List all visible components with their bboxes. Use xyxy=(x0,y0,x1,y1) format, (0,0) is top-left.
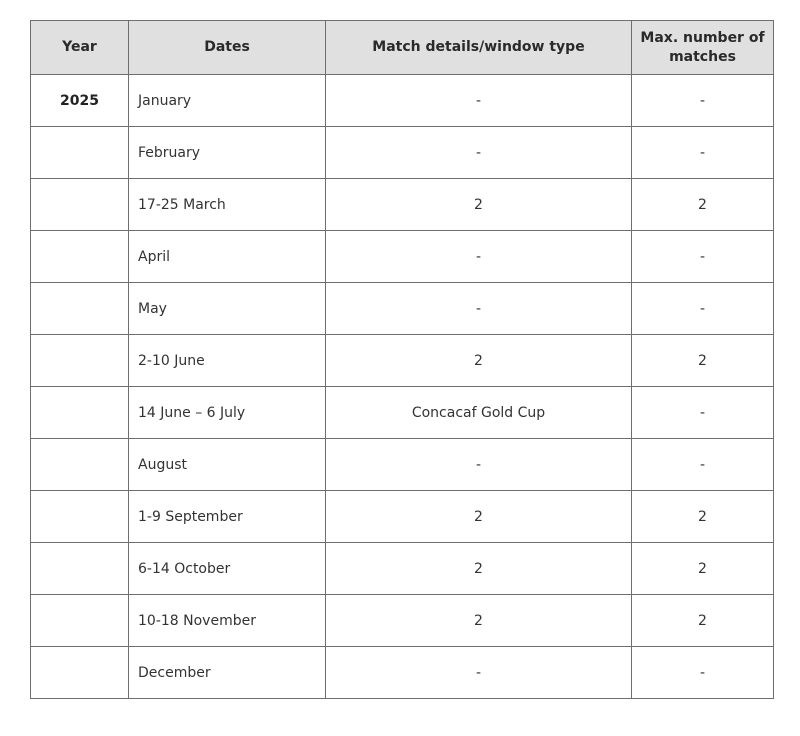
dates-cell: 6-14 October xyxy=(129,543,326,595)
match-details-cell: - xyxy=(326,283,632,335)
max-matches-cell: 2 xyxy=(632,543,774,595)
header-max-matches: Max. number of matches xyxy=(632,21,774,75)
dates-cell: 14 June – 6 July xyxy=(129,387,326,439)
dates-cell: 1-9 September xyxy=(129,491,326,543)
year-cell xyxy=(31,335,129,387)
table-body xyxy=(31,75,774,699)
max-matches-cell: 2 xyxy=(632,335,774,387)
table-row xyxy=(31,179,774,231)
dates-cell: 10-18 November xyxy=(129,595,326,647)
max-matches-cell: 2 xyxy=(632,491,774,543)
match-details-cell: - xyxy=(326,647,632,699)
table-row xyxy=(31,231,774,283)
table-row xyxy=(31,387,774,439)
dates-cell: 17-25 March xyxy=(129,179,326,231)
max-matches-cell: - xyxy=(632,75,774,127)
dates-cell: 2-10 June xyxy=(129,335,326,387)
table-row xyxy=(31,491,774,543)
year-cell xyxy=(31,647,129,699)
match-details-cell: 2 xyxy=(326,179,632,231)
table-row xyxy=(31,647,774,699)
max-matches-cell: - xyxy=(632,387,774,439)
table-row xyxy=(31,127,774,179)
year-cell xyxy=(31,283,129,335)
dates-cell: April xyxy=(129,231,326,283)
dates-cell: August xyxy=(129,439,326,491)
match-details-cell: - xyxy=(326,439,632,491)
header-match-details: Match details/window type xyxy=(326,21,632,75)
table-row xyxy=(31,595,774,647)
table-row xyxy=(31,75,774,127)
dates-cell: January xyxy=(129,75,326,127)
year-cell xyxy=(31,439,129,491)
year-cell xyxy=(31,231,129,283)
table-row xyxy=(31,439,774,491)
year-cell: 2025 xyxy=(31,75,129,127)
max-matches-cell: - xyxy=(632,231,774,283)
year-cell xyxy=(31,491,129,543)
match-details-cell: Concacaf Gold Cup xyxy=(326,387,632,439)
match-details-cell: 2 xyxy=(326,595,632,647)
header-dates: Dates xyxy=(129,21,326,75)
header-row xyxy=(31,21,774,75)
table-header xyxy=(31,21,774,75)
header-year: Year xyxy=(31,21,129,75)
max-matches-cell: - xyxy=(632,439,774,491)
year-cell xyxy=(31,543,129,595)
dates-cell: December xyxy=(129,647,326,699)
year-cell xyxy=(31,595,129,647)
match-details-cell: - xyxy=(326,127,632,179)
match-details-cell: 2 xyxy=(326,491,632,543)
max-matches-cell: 2 xyxy=(632,595,774,647)
match-details-cell: 2 xyxy=(326,335,632,387)
max-matches-cell: - xyxy=(632,127,774,179)
schedule-table xyxy=(30,20,774,699)
dates-cell: May xyxy=(129,283,326,335)
year-cell xyxy=(31,387,129,439)
table-row xyxy=(31,283,774,335)
year-cell xyxy=(31,127,129,179)
table-row xyxy=(31,335,774,387)
dates-cell: February xyxy=(129,127,326,179)
year-cell xyxy=(31,179,129,231)
match-details-cell: - xyxy=(326,231,632,283)
table-row xyxy=(31,543,774,595)
max-matches-cell: - xyxy=(632,283,774,335)
match-details-cell: - xyxy=(326,75,632,127)
max-matches-cell: - xyxy=(632,647,774,699)
match-details-cell: 2 xyxy=(326,543,632,595)
max-matches-cell: 2 xyxy=(632,179,774,231)
